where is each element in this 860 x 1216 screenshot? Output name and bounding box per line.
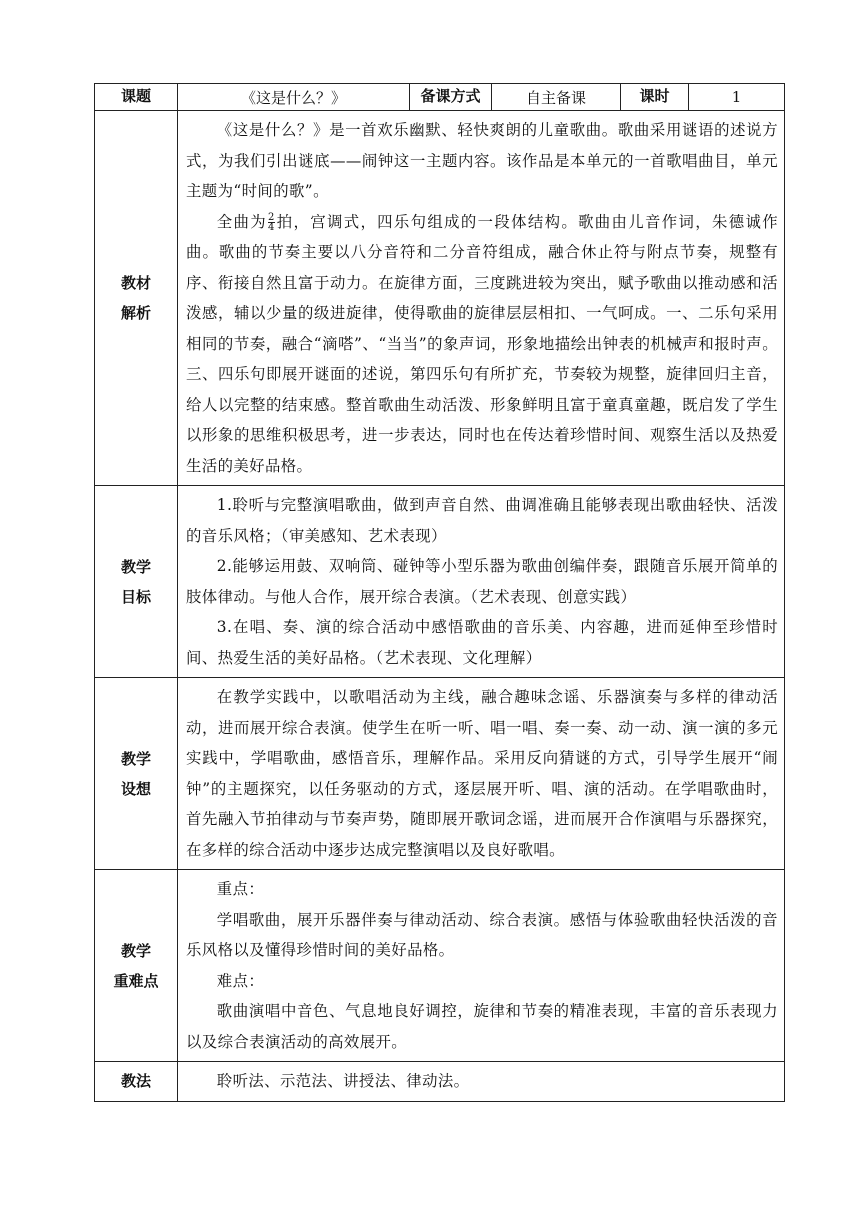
topic-label: 课题 xyxy=(95,84,178,111)
goals-label xyxy=(95,486,178,678)
analysis-paragraph-2 xyxy=(186,207,778,482)
goal-item: 1.聆听与完整演唱歌曲，做到声音自然、曲调准确且能够表现出歌曲轻快、活泼的音乐风格；（审美感知、艺术表现） xyxy=(186,496,778,545)
keypoints-label-line2: 重难点 xyxy=(113,971,159,990)
meter-fraction xyxy=(268,213,275,232)
goals-row xyxy=(95,486,785,678)
methods-row xyxy=(95,1062,785,1102)
key-text: 学唱歌曲，展开乐器伴奏与律动活动、综合表演。感悟与体验歌曲轻快活泼的音乐风格以及懂得珍惜时间的美好品格。 xyxy=(186,910,778,959)
meter-numerator: 2 xyxy=(268,212,275,223)
goals-label-line1: 教学 xyxy=(120,557,151,576)
analysis-p2-before: 全曲为 xyxy=(216,212,268,231)
design-text: 在教学实践中，以歌唱活动为主线，融合趣味念谣、乐器演奏与多样的律动活动，进而展开综合表演。使学生在听一听、唱一唱、奏一奏、动一动、演一演的多元实践中，学唱歌曲，感悟音乐，理解作品。采用反向猜谜的方式，引导学生展开“闹钟”的主题探究，以任务驱动的方式，逐层展开听、唱、演的活动。在学唱歌曲时，首先融入节拍律动与节奏声势，随即展开歌词念谣，进而展开合作演唱与乐器探究，在多样的综合活动中逐步达成完整演唱以及良好歌唱。 xyxy=(186,688,778,859)
goals-content xyxy=(178,486,785,678)
keypoints-row xyxy=(95,870,785,1062)
lesson-plan-table xyxy=(94,83,785,1102)
analysis-p2-after: 拍，宫调式，四乐句组成的一段体结构。歌曲由儿音作词，朱德诚作曲。歌曲的节奏主要以八分音符和二分音符组成，融合休止符与附点节奏，规整有序、衔接自然且富于动力。在旋律方面，三度跳进较为突出，赋予歌曲以推动感和活泼感，辅以少量的级进旋律，使得歌曲的旋律层层相扣、一气呵成。一、二乐句采用相同的节奏，融合“滴嗒”、“当当”的象声词，形象地描绘出钟表的机械声和报时声。三、四乐句即展开谜面的述说，第四乐句有所扩充，节奏较为规整，旋律回归主音，给人以完整的结束感。整首歌曲生动活泼、形象鲜明且富于童真童趣，既启发了学生以形象的思维积极思考，进一步表达，同时也在传达着珍惜时间、观察生活以及热爱生活的美好品格。 xyxy=(186,212,778,475)
period-value: 1 xyxy=(689,84,785,111)
keypoints-label xyxy=(95,870,178,1062)
prep-label: 备课方式 xyxy=(410,84,492,111)
design-label xyxy=(95,678,178,870)
topic-value: 《这是什么？》 xyxy=(178,84,410,111)
methods-content xyxy=(178,1062,785,1102)
analysis-paragraph-1: 《这是什么？》是一首欢乐幽默、轻快爽朗的儿童歌曲。歌曲采用谜语的述说方式，为我们引出谜底——闹钟这一主题内容。该作品是本单元的一首歌唱曲目，单元主题为“时间的歌”。 xyxy=(186,121,778,200)
difficult-text: 歌曲演唱中音色、气息地良好调控，旋律和节奏的精准表现，丰富的音乐表现力以及综合表演活动的高效展开。 xyxy=(186,1002,778,1051)
goals-label-line2: 目标 xyxy=(120,587,151,606)
difficult-heading: 难点： xyxy=(216,971,265,990)
goal-item: 2.能够运用鼓、双响筒、碰钟等小型乐器为歌曲创编伴奏，跟随音乐展开简单的肢体律动。与他人合作，展开综合表演。（艺术表现、创意实践） xyxy=(186,557,778,606)
key-heading: 重点： xyxy=(216,880,265,898)
analysis-row xyxy=(95,111,785,486)
methods-text: 聆听法、示范法、讲授法、律动法。 xyxy=(216,1072,470,1090)
analysis-label xyxy=(95,111,178,486)
analysis-label-line1: 教材 xyxy=(120,274,151,292)
design-label-line2: 设想 xyxy=(120,779,151,798)
keypoints-label-line1: 教学 xyxy=(120,941,151,960)
meter-denominator: 4 xyxy=(268,222,275,233)
period-label: 课时 xyxy=(621,84,689,111)
design-label-line1: 教学 xyxy=(120,749,151,768)
design-row xyxy=(95,678,785,870)
prep-value: 自主备课 xyxy=(492,84,621,111)
design-content xyxy=(178,678,785,870)
keypoints-content xyxy=(178,870,785,1062)
header-row xyxy=(95,84,785,111)
methods-label: 教法 xyxy=(95,1062,178,1102)
analysis-content xyxy=(178,111,785,486)
analysis-label-line2: 解析 xyxy=(120,304,151,322)
goal-item: 3.在唱、奏、演的综合活动中感悟歌曲的音乐美、内容趣，进而延伸至珍惜时间、热爱生活的美好品格。（艺术表现、文化理解） xyxy=(186,618,778,667)
